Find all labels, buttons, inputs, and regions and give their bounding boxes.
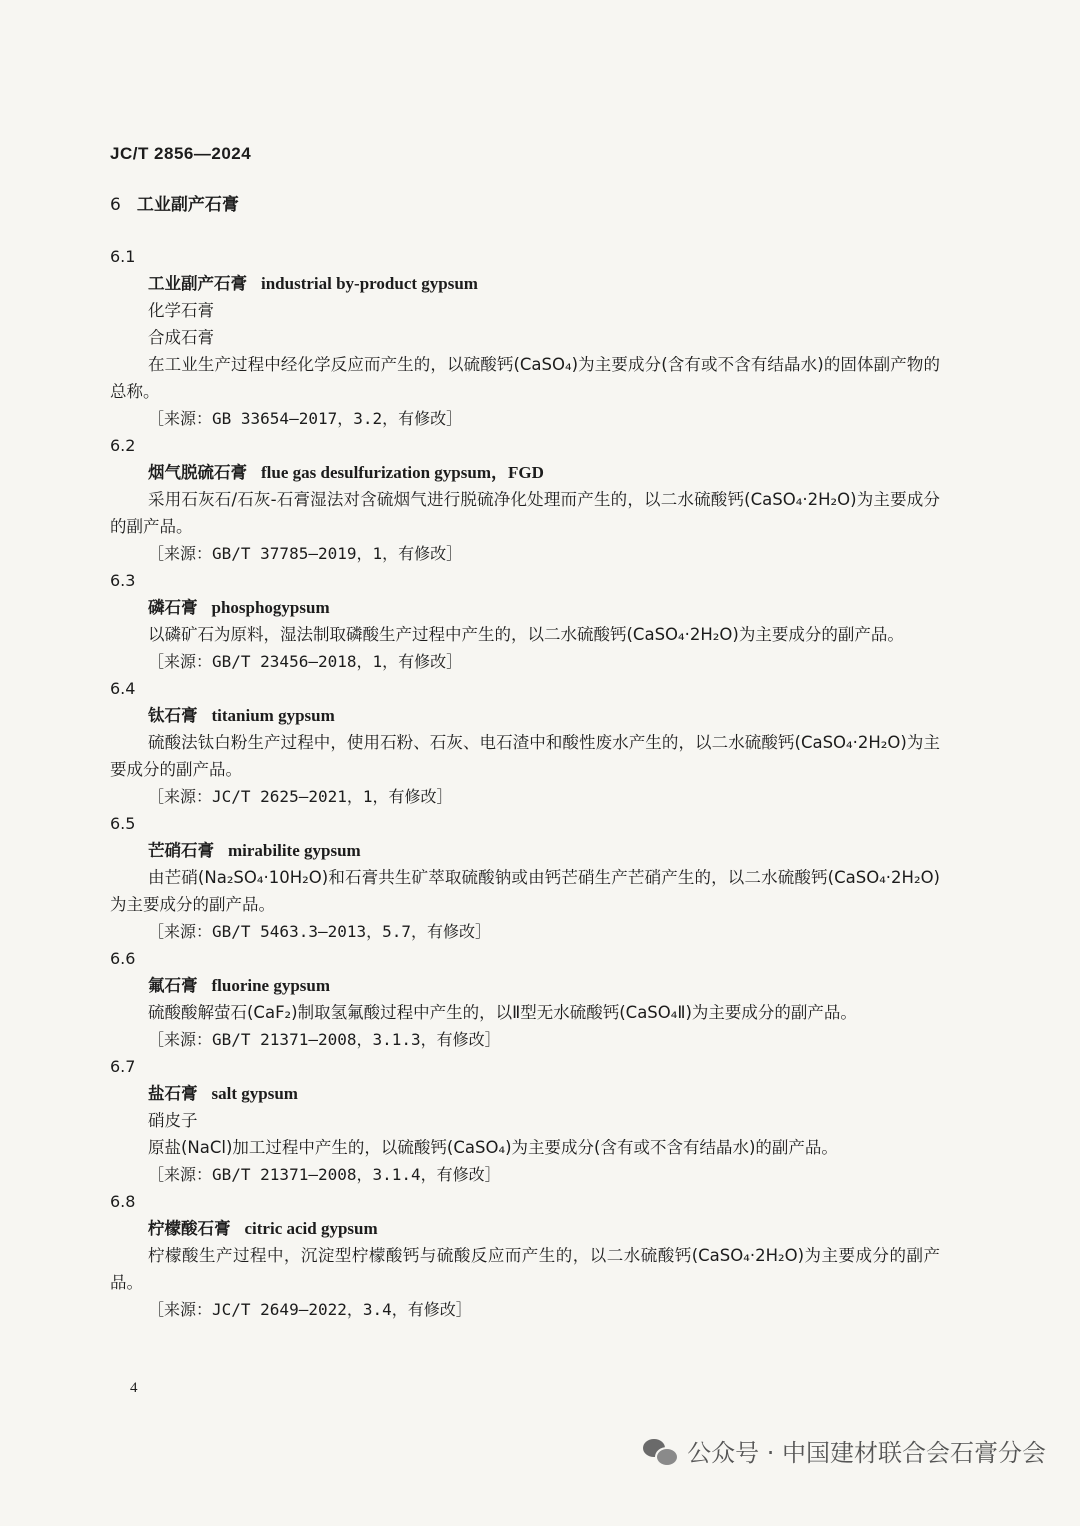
term-english: mirabilite gypsum <box>228 841 361 860</box>
term-chinese: 芒硝石膏 <box>148 841 214 860</box>
entry-source: ［来源：GB/T 21371—2008，3.1.4，有修改］ <box>148 1165 501 1184</box>
entry-term <box>110 459 940 486</box>
entry-term <box>110 1080 940 1107</box>
term-entry <box>110 1053 940 1188</box>
entry-definition: 原盐(NaCl)加工过程中产生的，以硫酸钙(CaSO₄)为主要成分(含有或不含有结晶水)的副产品。 <box>148 1138 838 1157</box>
term-chinese: 磷石膏 <box>148 598 198 617</box>
watermark <box>643 1433 1046 1468</box>
entry-definition: 硫酸法钛白粉生产过程中，使用石粉、石灰、电石渣中和酸性废水产生的，以二水硫酸钙(CaSO₄·2H₂O)为主要成分的副产品。 <box>110 733 940 779</box>
term-chinese: 烟气脱硫石膏 <box>148 463 247 482</box>
chapter-title: 工业副产石膏 <box>136 195 239 215</box>
entry-definition: 柠檬酸生产过程中，沉淀型柠檬酸钙与硫酸反应而产生的，以二水硫酸钙(CaSO₄·2H₂O)为主要成分的副产品。 <box>110 1246 940 1292</box>
entry-definition: 硫酸酸解萤石(CaF₂)制取氢氟酸过程中产生的，以Ⅱ型无水硫酸钙(CaSO₄Ⅱ)为主要成分的副产品。 <box>148 1003 857 1022</box>
entry-source: ［来源：GB/T 37785—2019，1，有修改］ <box>148 544 463 563</box>
entry-synonym: 化学石膏 <box>148 301 214 320</box>
term-english: industrial by-product gypsum <box>261 274 478 293</box>
entry-term <box>110 270 940 297</box>
terms-list <box>110 243 940 1323</box>
entry-source: ［来源：JC/T 2625—2021，1，有修改］ <box>148 787 453 806</box>
term-chinese: 工业副产石膏 <box>148 274 247 293</box>
entry-source: ［来源：GB/T 23456—2018，1，有修改］ <box>148 652 463 671</box>
entry-number: 6.7 <box>110 1057 136 1076</box>
entry-term <box>110 594 940 621</box>
wechat-icon <box>643 1437 677 1465</box>
entry-number: 6.2 <box>110 436 136 455</box>
entry-term <box>110 702 940 729</box>
term-english: salt gypsum <box>211 1084 298 1103</box>
term-entry <box>110 567 940 675</box>
entry-number: 6.5 <box>110 814 136 833</box>
entry-number: 6.1 <box>110 247 136 266</box>
entry-definition: 以磷矿石为原料，湿法制取磷酸生产过程中产生的，以二水硫酸钙(CaSO₄·2H₂O)为主要成分的副产品。 <box>148 625 904 644</box>
term-english: flue gas desulfurization gypsum，FGD <box>261 463 544 482</box>
entry-source: ［来源：GB/T 5463.3—2013，5.7，有修改］ <box>148 922 492 941</box>
entry-synonym: 合成石膏 <box>148 328 214 347</box>
term-entry <box>110 1188 940 1323</box>
term-entry <box>110 243 940 432</box>
entry-term <box>110 837 940 864</box>
term-chinese: 盐石膏 <box>148 1084 198 1103</box>
term-entry <box>110 675 940 810</box>
term-english: phosphogypsum <box>211 598 330 617</box>
term-entry <box>110 432 940 567</box>
entry-source: ［来源：GB 33654—2017，3.2，有修改］ <box>148 409 463 428</box>
entry-number: 6.4 <box>110 679 136 698</box>
chapter-heading <box>110 190 239 215</box>
term-chinese: 柠檬酸石膏 <box>148 1219 231 1238</box>
chapter-number: 6 <box>110 195 121 215</box>
page-number: 4 <box>130 1380 138 1396</box>
entry-definition: 采用石灰石/石灰-石膏湿法对含硫烟气进行脱硫净化处理而产生的，以二水硫酸钙(CaSO₄·2H₂O)为主要成分的副产品。 <box>110 490 940 536</box>
entry-number: 6.6 <box>110 949 136 968</box>
term-entry <box>110 945 940 1053</box>
entry-term <box>110 972 940 999</box>
entry-definition: 由芒硝(Na₂SO₄·10H₂O)和石膏共生矿萃取硫酸钠或由钙芒硝生产芒硝产生的，以二水硫酸钙(CaSO₄·2H₂O)为主要成分的副产品。 <box>110 868 940 914</box>
term-chinese: 钛石膏 <box>148 706 198 725</box>
entry-term <box>110 1215 940 1242</box>
entry-number: 6.8 <box>110 1192 136 1211</box>
entry-source: ［来源：GB/T 21371—2008，3.1.3，有修改］ <box>148 1030 501 1049</box>
term-english: titanium gypsum <box>211 706 335 725</box>
document-code: JC/T 2856—2024 <box>110 144 252 163</box>
term-english: fluorine gypsum <box>211 976 331 995</box>
entry-number: 6.3 <box>110 571 136 590</box>
entry-definition: 在工业生产过程中经化学反应而产生的，以硫酸钙(CaSO₄)为主要成分(含有或不含有结晶水)的固体副产物的总称。 <box>110 355 940 401</box>
watermark-text: 公众号 · 中国建材联合会石膏分会 <box>687 1439 1046 1467</box>
term-chinese: 氟石膏 <box>148 976 198 995</box>
entry-source: ［来源：JC/T 2649—2022，3.4，有修改］ <box>148 1300 472 1319</box>
term-entry <box>110 810 940 945</box>
term-english: citric acid gypsum <box>244 1219 378 1238</box>
entry-synonym: 硝皮子 <box>148 1111 198 1130</box>
